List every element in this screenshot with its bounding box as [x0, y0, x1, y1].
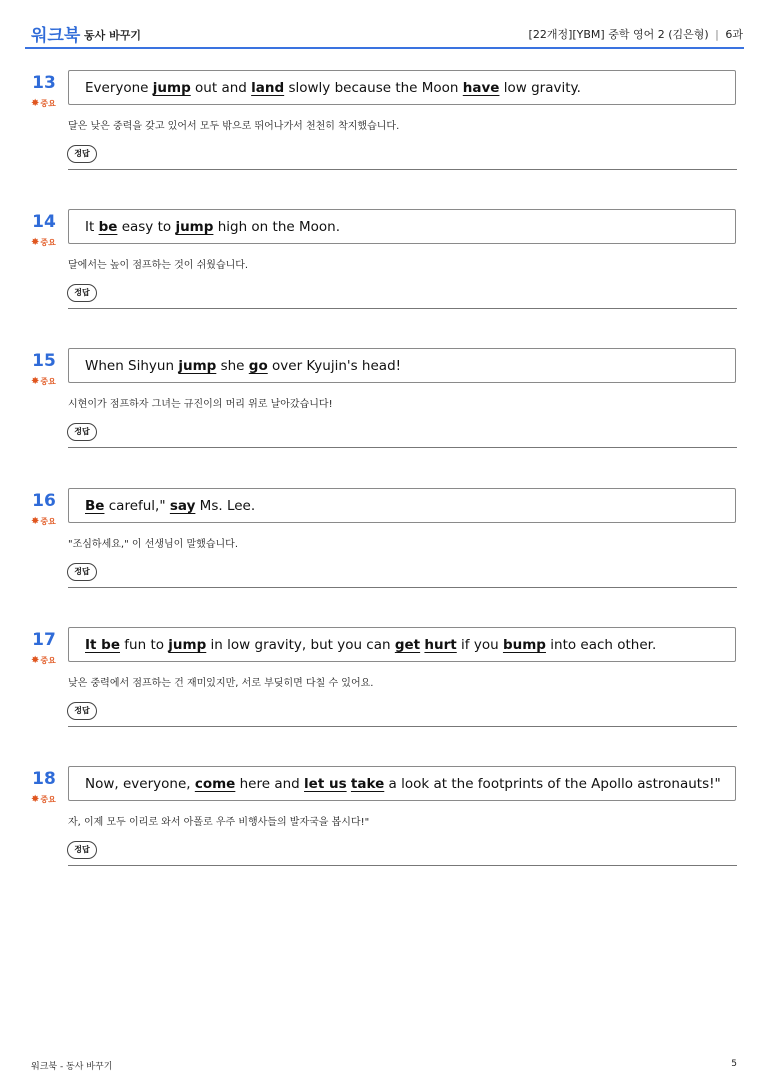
- korean-translation: 시현이가 점프하자 그녀는 규진이의 머리 위로 날아갔습니다!: [68, 399, 333, 410]
- question-sentence: [85, 219, 340, 235]
- sentence-text: she: [216, 358, 249, 374]
- sentence-text: out and: [190, 80, 252, 96]
- korean-translation: 달은 낮은 중력을 갖고 있어서 모두 밖으로 뛰어나가서 천천히 착지했습니다.: [68, 121, 400, 132]
- answer-line: [68, 308, 737, 309]
- important-badge: [31, 237, 56, 248]
- page-number: 5: [731, 1059, 737, 1069]
- question-box: [68, 209, 736, 244]
- page-header: [31, 20, 743, 44]
- sentence-text: over Kyujin's head!: [267, 358, 402, 374]
- question-sentence: [85, 80, 581, 96]
- verb-to-change: It be: [85, 637, 120, 653]
- sentence-text: if you: [456, 637, 503, 653]
- sentence-text: fun to: [120, 637, 169, 653]
- korean-translation: 낮은 중력에서 점프하는 건 재미있지만, 서로 부딪히면 다칠 수 있어요.: [68, 678, 374, 689]
- verb-to-change: Be: [85, 498, 105, 514]
- question-number: 17: [32, 630, 56, 650]
- fox-icon: ✸: [31, 654, 40, 666]
- sentence-text: into each other.: [545, 637, 657, 653]
- verb-to-change: hurt: [424, 637, 457, 653]
- verb-to-change: go: [248, 358, 268, 374]
- header-divider: [25, 47, 744, 49]
- verb-to-change: come: [194, 776, 236, 792]
- fox-icon: ✸: [31, 515, 40, 527]
- important-badge: [31, 516, 56, 527]
- answer-button[interactable]: 정답: [67, 841, 97, 859]
- verb-to-change: take: [350, 776, 385, 792]
- sentence-text: here and: [235, 776, 305, 792]
- answer-button[interactable]: 정답: [67, 423, 97, 441]
- answer-line: [68, 447, 737, 448]
- exercise-item: [0, 70, 768, 210]
- important-label: 중요: [40, 795, 56, 804]
- lesson-label: 6과: [725, 28, 743, 41]
- answer-line: [68, 865, 737, 866]
- verb-to-change: let us: [304, 776, 347, 792]
- answer-line: [68, 587, 737, 588]
- fox-icon: ✸: [31, 793, 40, 805]
- sentence-text: easy to: [117, 219, 176, 235]
- verb-to-change: bump: [502, 637, 546, 653]
- exercise-item: [0, 766, 768, 906]
- question-sentence: [85, 358, 401, 374]
- sentence-text: Ms. Lee.: [195, 498, 256, 514]
- header-separator: |: [715, 28, 719, 41]
- sentence-text: high on the Moon.: [213, 219, 340, 235]
- sentence-text: Everyone: [85, 80, 153, 96]
- sentence-text: a look at the footprints of the Apollo astronauts!": [384, 776, 721, 792]
- important-label: 중요: [40, 99, 56, 108]
- question-number: 14: [32, 212, 56, 232]
- fox-icon: ✸: [31, 236, 40, 248]
- question-number: 15: [32, 351, 56, 371]
- important-label: 중요: [40, 656, 56, 665]
- answer-button[interactable]: 정답: [67, 702, 97, 720]
- question-box: [68, 348, 736, 383]
- question-number: 18: [32, 769, 56, 789]
- sentence-text: low gravity.: [499, 80, 581, 96]
- exercise-item: [0, 488, 768, 628]
- exercise-item: [0, 627, 768, 767]
- verb-to-change: have: [462, 80, 500, 96]
- sentence-text: Now, everyone,: [85, 776, 195, 792]
- important-badge: [31, 794, 56, 805]
- question-sentence: [85, 776, 721, 792]
- important-label: 중요: [40, 238, 56, 247]
- question-sentence: [85, 637, 656, 653]
- korean-translation: "조심하세요," 이 선생님이 말했습니다.: [68, 539, 238, 550]
- question-number: 13: [32, 73, 56, 93]
- question-sentence: [85, 498, 255, 514]
- fox-icon: ✸: [31, 97, 40, 109]
- important-badge: [31, 655, 56, 666]
- sentence-text: in low gravity, but you can: [206, 637, 395, 653]
- course-info: [529, 26, 743, 42]
- verb-to-change: land: [251, 80, 285, 96]
- answer-button[interactable]: 정답: [67, 563, 97, 581]
- korean-translation: 자, 이제 모두 이리로 와서 아폴로 우주 비행사들의 발자국을 봅시다!": [68, 817, 370, 828]
- verb-to-change: get: [394, 637, 421, 653]
- question-box: [68, 70, 736, 105]
- question-number: 16: [32, 491, 56, 511]
- fox-icon: ✸: [31, 375, 40, 387]
- answer-button[interactable]: 정답: [67, 145, 97, 163]
- important-badge: [31, 376, 56, 387]
- brand-title: 워크북: [31, 26, 81, 46]
- question-box: [68, 766, 736, 801]
- verb-to-change: be: [98, 219, 118, 235]
- important-label: 중요: [40, 377, 56, 386]
- exercise-item: [0, 209, 768, 349]
- verb-to-change: say: [169, 498, 196, 514]
- korean-translation: 달에서는 높이 점프하는 것이 쉬웠습니다.: [68, 260, 249, 271]
- exercise-item: [0, 348, 768, 488]
- section-subtitle: 동사 바꾸기: [84, 29, 141, 42]
- answer-line: [68, 169, 737, 170]
- answer-button[interactable]: 정답: [67, 284, 97, 302]
- answer-line: [68, 726, 737, 727]
- question-box: [68, 627, 736, 662]
- verb-to-change: jump: [175, 219, 214, 235]
- important-badge: [31, 98, 56, 109]
- verb-to-change: jump: [178, 358, 217, 374]
- sentence-text: slowly because the Moon: [284, 80, 463, 96]
- course-name: [22개정][YBM] 중학 영어 2 (김은형): [528, 28, 709, 41]
- sentence-text: It: [85, 219, 99, 235]
- verb-to-change: jump: [152, 80, 191, 96]
- page-footer: [31, 1059, 737, 1071]
- question-box: [68, 488, 736, 523]
- sentence-text: When Sihyun: [85, 358, 179, 374]
- important-label: 중요: [40, 517, 56, 526]
- verb-to-change: jump: [168, 637, 207, 653]
- footer-title: 워크북 - 동사 바꾸기: [31, 1062, 113, 1072]
- sentence-text: careful,": [104, 498, 170, 514]
